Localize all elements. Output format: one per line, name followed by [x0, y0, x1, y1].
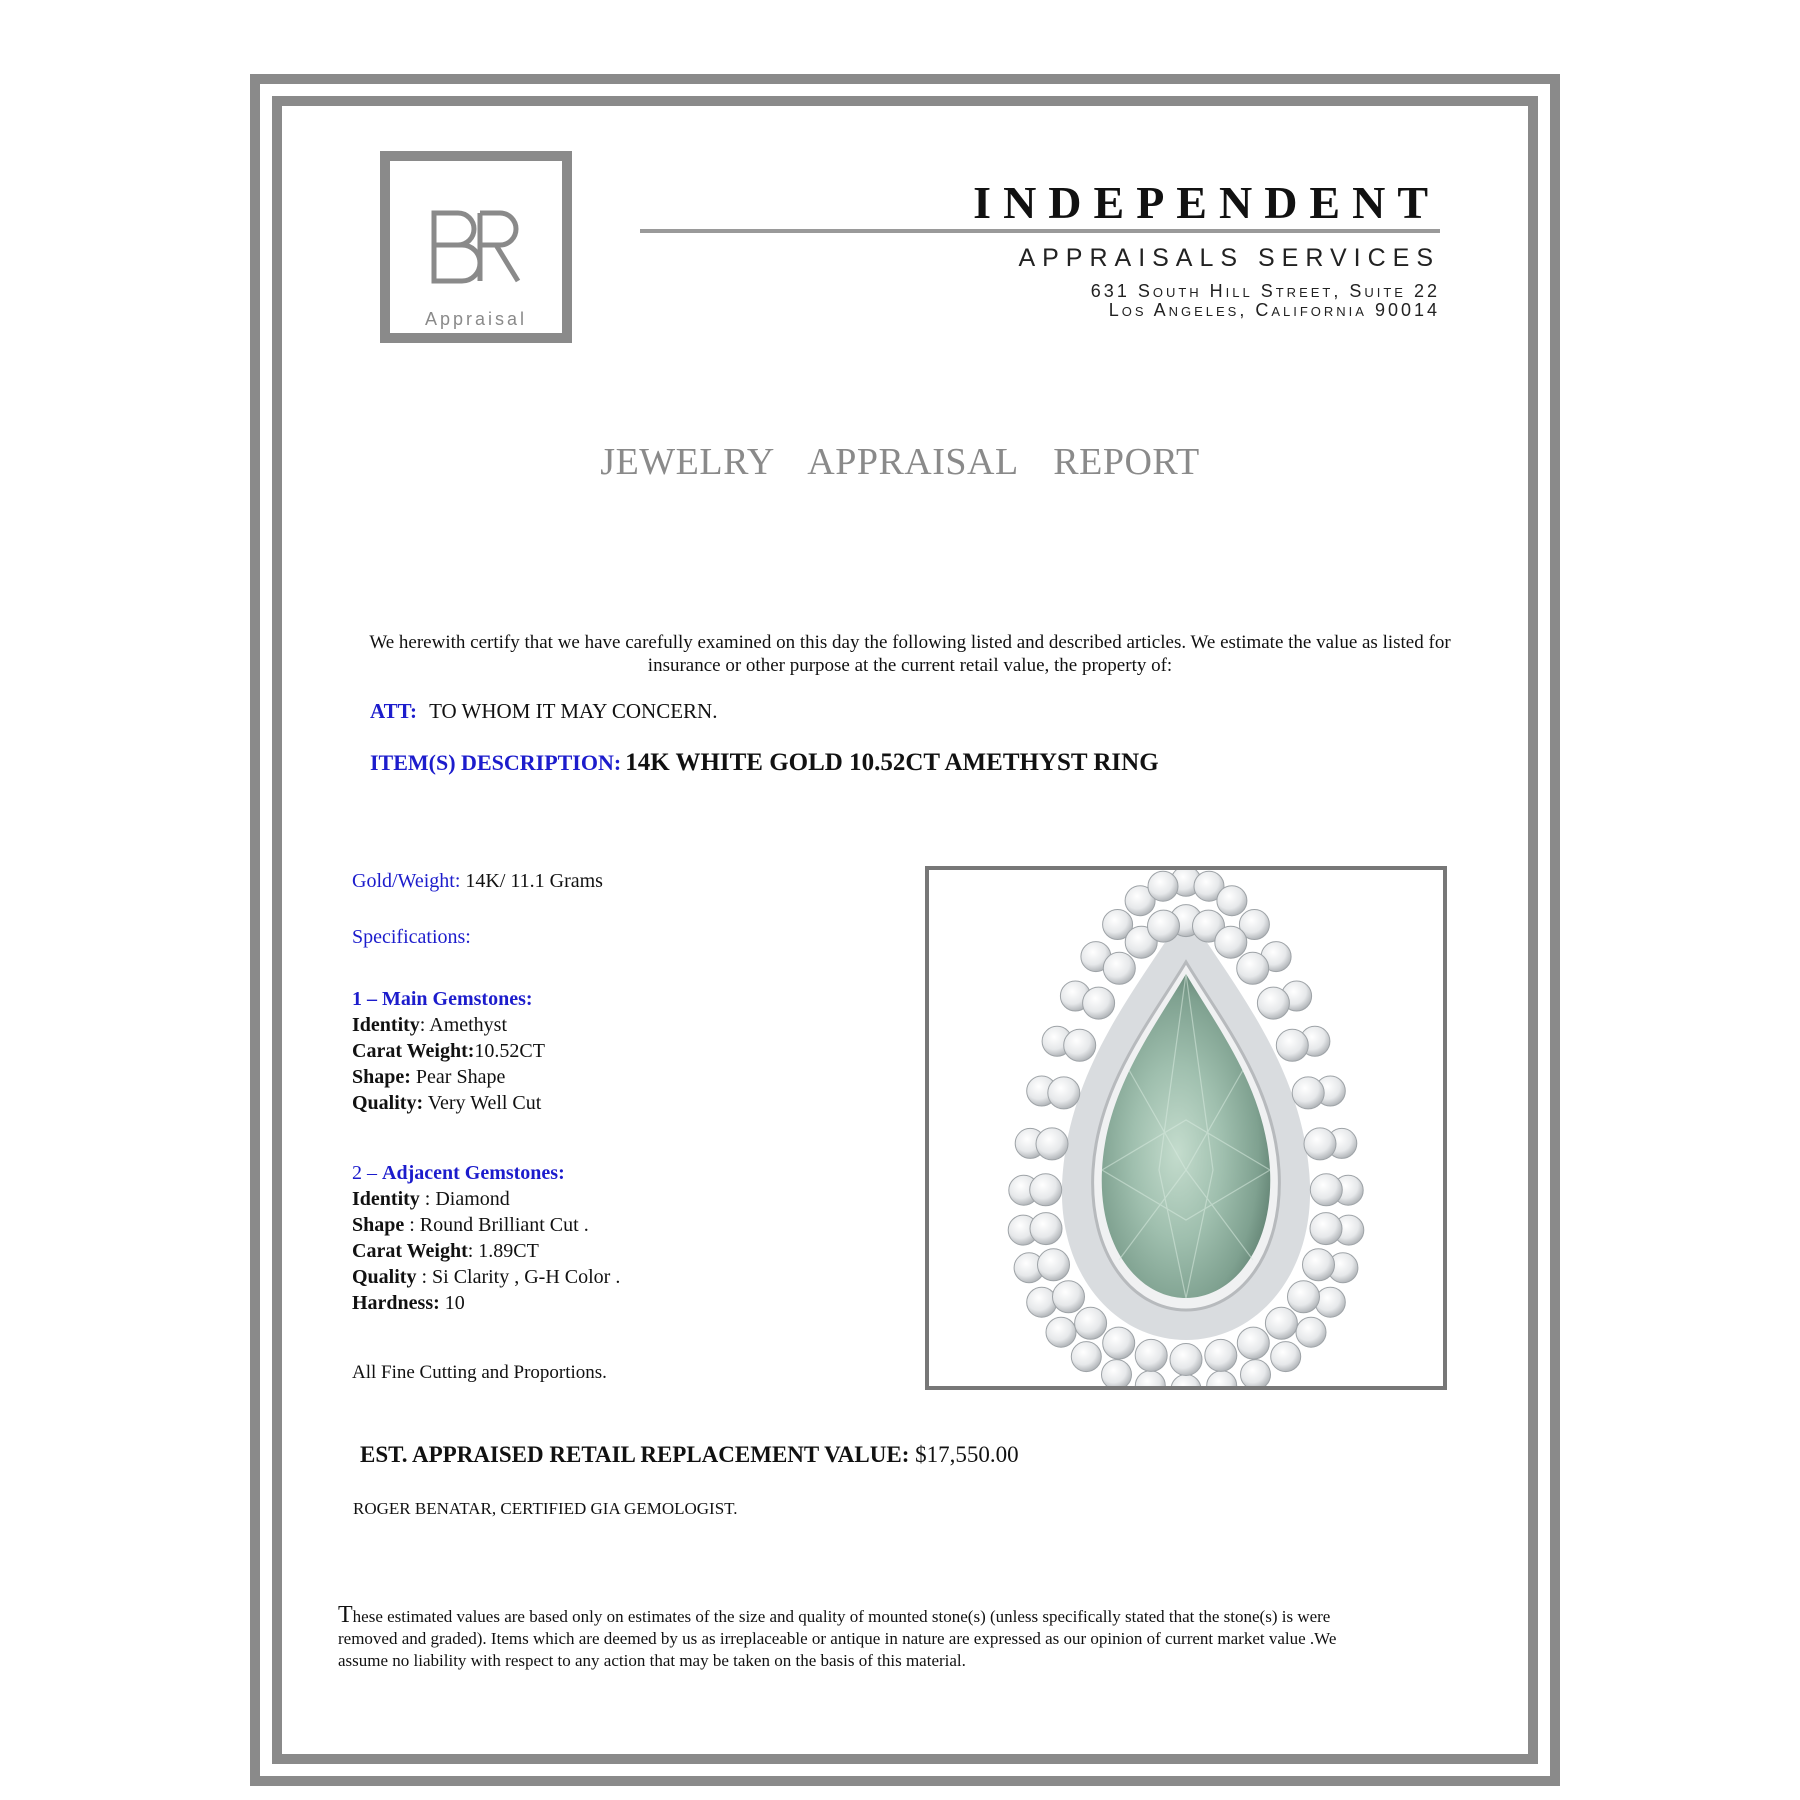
- adjacent-carat-label: Carat Weight: [352, 1240, 468, 1262]
- gold-weight-row: [352, 868, 620, 894]
- halo-diamond: [1241, 1360, 1271, 1386]
- specifications-label: Specifications:: [352, 926, 471, 948]
- halo-diamond: [1027, 1287, 1057, 1317]
- halo-diamond: [1304, 1128, 1336, 1160]
- main-shape-label: Shape:: [352, 1066, 411, 1088]
- halo-diamond: [1237, 952, 1269, 984]
- adjacent-hardness-value: 10: [439, 1292, 465, 1314]
- att-value: TO WHOM IT MAY CONCERN.: [429, 699, 718, 723]
- main-carat-label: Carat Weight:: [352, 1040, 475, 1062]
- disclaimer: [338, 1604, 1378, 1672]
- disclaimer-initial: T: [338, 1602, 353, 1628]
- certification-statement: We herewith certify that we have carefully examined on this day the following listed and described articles. We estimate the value as listed for insurance or other purpose at the current retail value, the property of:: [369, 632, 1451, 676]
- appraised-value-label: EST. APPRAISED RETAIL REPLACEMENT VALUE:: [360, 1442, 910, 1467]
- halo-diamond: [1064, 1029, 1096, 1061]
- adjacent-heading-prefix: 2 –: [352, 1162, 382, 1184]
- address-line-1: 631 South Hill Street, Suite 22: [1090, 281, 1440, 301]
- halo-diamond: [1148, 910, 1180, 942]
- report-title: JEWELRY APPRAISAL REPORT: [600, 441, 1200, 483]
- halo-diamond: [1103, 952, 1135, 984]
- halo-diamond: [1215, 926, 1247, 958]
- item-value: 14K WHITE GOLD 10.52CT AMETHYST RING: [625, 749, 1159, 776]
- adjacent-hardness-label: Hardness:: [352, 1292, 440, 1314]
- halo-diamond: [1030, 1174, 1062, 1206]
- header-rule: [640, 229, 1440, 233]
- halo-diamond: [1170, 1344, 1202, 1376]
- halo-diamond: [1075, 1307, 1107, 1339]
- halo-diamond: [1103, 1327, 1135, 1359]
- adjacent-quality-label: Quality: [352, 1266, 417, 1288]
- halo-diamond: [1237, 1327, 1269, 1359]
- adjacent-identity-row: [352, 1186, 620, 1212]
- halo-diamond: [1036, 1128, 1068, 1160]
- halo-diamond: [1217, 886, 1247, 916]
- halo-diamond: [1271, 1342, 1301, 1372]
- halo-diamond: [1102, 1360, 1132, 1386]
- brand-address: [1091, 282, 1440, 320]
- att-line: [370, 699, 717, 724]
- address-line-2: Los Angeles, California 90014: [1108, 300, 1440, 320]
- halo-diamond: [1030, 1213, 1062, 1245]
- halo-diamond: [1288, 1281, 1320, 1313]
- brand-title: INDEPENDENT: [973, 177, 1440, 228]
- halo-diamond: [1276, 1029, 1308, 1061]
- att-label: ATT:: [370, 699, 418, 723]
- halo-diamond: [1148, 871, 1178, 901]
- logo-caption: Appraisal: [424, 309, 528, 329]
- main-identity-label: Identity: [352, 1014, 420, 1036]
- adjacent-shape-row: [352, 1212, 620, 1238]
- item-description: [370, 749, 1159, 777]
- adjacent-shape-value: : Round Brilliant Cut .: [404, 1214, 589, 1236]
- adjacent-shape-label: Shape: [352, 1214, 405, 1236]
- halo-diamond: [1038, 1249, 1070, 1281]
- adjacent-carat-row: [352, 1238, 620, 1264]
- main-carat-row: [352, 1038, 620, 1064]
- halo-diamond: [1135, 1339, 1167, 1371]
- adjacent-identity-value: : Diamond: [419, 1188, 510, 1210]
- main-identity-value: : Amethyst: [419, 1014, 508, 1036]
- adjacent-identity-label: Identity: [352, 1188, 420, 1210]
- main-quality-label: Quality:: [352, 1092, 424, 1114]
- halo-diamond: [1053, 1281, 1085, 1313]
- halo-diamond: [1171, 1375, 1201, 1387]
- halo-diamond: [1292, 1077, 1324, 1109]
- main-gemstones-title: 1 – Main Gemstones:: [352, 988, 533, 1010]
- gemologist-signature-line: ROGER BENATAR, CERTIFIED GIA GEMOLOGIST.: [353, 1499, 738, 1518]
- ring-photo: [925, 866, 1447, 1390]
- adjacent-carat-value: : 1.89CT: [467, 1240, 539, 1262]
- halo-diamond: [1296, 1317, 1326, 1347]
- halo-diamond: [1310, 1174, 1342, 1206]
- item-label: ITEM(S) DESCRIPTION:: [370, 750, 622, 775]
- gold-weight-label: Gold/Weight:: [352, 870, 461, 892]
- halo-diamond: [1257, 987, 1289, 1019]
- main-quality-value: Very Well Cut: [423, 1092, 542, 1114]
- adjacent-gemstones-heading: [352, 1160, 620, 1186]
- halo-diamond: [1315, 1287, 1345, 1317]
- halo-diamond: [1303, 1249, 1335, 1281]
- appraised-value-amount: $17,550.00: [915, 1442, 1019, 1467]
- adjacent-quality-value: : Si Clarity , G-H Color .: [416, 1266, 621, 1288]
- adjacent-gemstones-title: Adjacent Gemstones:: [382, 1162, 565, 1184]
- appraisal-logo: [380, 151, 572, 343]
- main-gemstones-heading: [352, 986, 620, 1012]
- adjacent-quality-row: [352, 1264, 620, 1290]
- halo-diamond: [1048, 1077, 1080, 1109]
- halo-diamond: [1310, 1213, 1342, 1245]
- halo-diamond: [1046, 1317, 1076, 1347]
- main-identity-row: [352, 1012, 620, 1038]
- brand-subtitle: APPRAISALS SERVICES: [1018, 244, 1440, 272]
- main-quality-row: [352, 1090, 620, 1116]
- disclaimer-text: hese estimated values are based only on estimates of the size and quality of mounted stone(s) (unless specifically stated that the stone(s) is were removed and graded). Items which are deemed by us as irreplaceable or antique in nature are expressed as our opinion of current market value .We assume no liability with respect to any action that may be taken on the basis of this material.: [338, 1607, 1337, 1670]
- gold-weight-value: 14K/ 11.1 Grams: [465, 870, 603, 892]
- halo-diamond: [1207, 1371, 1237, 1386]
- specifications-block: [352, 868, 620, 1386]
- main-shape-row: [352, 1064, 620, 1090]
- main-carat-value: 10.52CT: [474, 1040, 545, 1062]
- br-monogram-icon: [428, 209, 524, 289]
- halo-diamond: [1265, 1307, 1297, 1339]
- adjacent-hardness-row: [352, 1290, 620, 1316]
- fine-cutting-note: All Fine Cutting and Proportions.: [352, 1362, 607, 1383]
- appraised-value: [360, 1442, 1019, 1468]
- halo-diamond: [1135, 1371, 1165, 1386]
- halo-diamond: [1071, 1342, 1101, 1372]
- halo-diamond: [1083, 987, 1115, 1019]
- halo-diamond: [1205, 1339, 1237, 1371]
- main-shape-value: Pear Shape: [410, 1066, 506, 1088]
- pear-gemstone-ring-image: [929, 870, 1443, 1386]
